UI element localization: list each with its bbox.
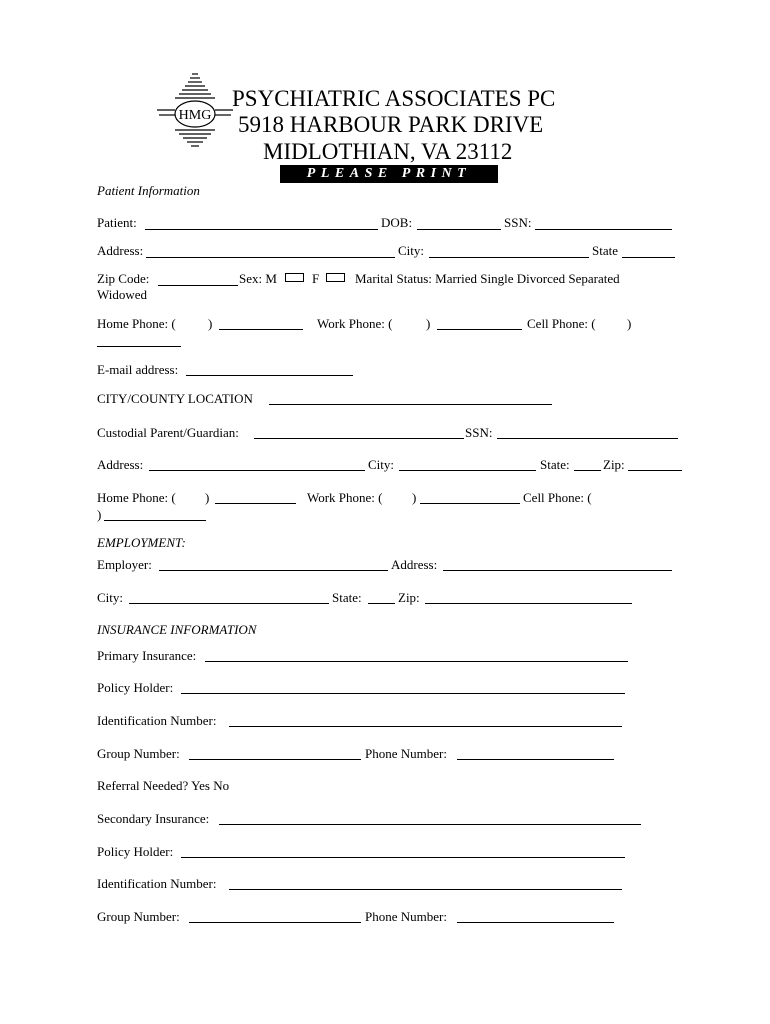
cell-phone-field[interactable]	[97, 346, 181, 347]
sex-f-label: F	[312, 271, 320, 286]
ssn-field[interactable]	[535, 229, 672, 230]
secondary-insurance-label: Secondary Insurance:	[97, 811, 210, 826]
work-phone-paren: )	[426, 316, 431, 331]
guardian-state-label: State:	[540, 457, 570, 472]
home-phone-label: Home Phone: (	[97, 316, 176, 331]
guardian-ssn-field[interactable]	[497, 438, 678, 439]
guardian-cell-phone-label: Cell Phone: (	[523, 490, 592, 505]
state-field[interactable]	[622, 257, 675, 258]
sex-f-checkbox[interactable]	[326, 273, 345, 282]
cell-phone-label: Cell Phone: (	[527, 316, 596, 331]
home-phone-field[interactable]	[219, 329, 303, 330]
widowed-label: Widowed	[97, 287, 148, 302]
email-field[interactable]	[186, 375, 353, 376]
hmg-logo	[155, 70, 235, 150]
primary-insurance-label: Primary Insurance:	[97, 648, 197, 663]
please-print-banner: PLEASE PRINT	[280, 165, 498, 183]
employer-state-field[interactable]	[368, 603, 395, 604]
email-label: E-mail address:	[97, 362, 179, 377]
guardian-ssn-label: SSN:	[465, 425, 493, 440]
employer-city-label: City:	[97, 590, 124, 605]
employer-address-field[interactable]	[443, 570, 672, 571]
city-label: City:	[398, 243, 425, 258]
phone-number-field[interactable]	[457, 759, 614, 760]
guardian-work-phone-paren: )	[412, 490, 417, 505]
org-city-state-zip: MIDLOTHIAN, VA 23112	[263, 139, 513, 164]
guardian-home-phone-label: Home Phone: (	[97, 490, 176, 505]
policy-holder-field[interactable]	[181, 693, 625, 694]
dob-label: DOB:	[381, 215, 413, 230]
phone-number-2-label: Phone Number:	[365, 909, 447, 924]
guardian-cell-phone-paren: )	[97, 507, 102, 522]
section-employment: EMPLOYMENT:	[97, 535, 186, 550]
identification-number-2-field[interactable]	[229, 889, 622, 890]
dob-field[interactable]	[417, 229, 501, 230]
zip-label: Zip Code:	[97, 271, 150, 286]
cell-phone-paren: )	[627, 316, 632, 331]
home-phone-paren: )	[208, 316, 213, 331]
employer-zip-field[interactable]	[425, 603, 632, 604]
city-county-location-label: CITY/COUNTY LOCATION	[97, 391, 253, 406]
work-phone-label: Work Phone: (	[317, 316, 393, 331]
section-insurance-information: INSURANCE INFORMATION	[97, 622, 257, 637]
employer-zip-label: Zip:	[398, 590, 420, 605]
guardian-home-phone-paren: )	[205, 490, 210, 505]
work-phone-field[interactable]	[437, 329, 522, 330]
referral-needed-label: Referral Needed? Yes No	[97, 778, 230, 793]
group-number-2-field[interactable]	[189, 922, 361, 923]
city-field[interactable]	[429, 257, 589, 258]
guardian-address-label: Address:	[97, 457, 144, 472]
address-field[interactable]	[146, 257, 395, 258]
phone-number-2-field[interactable]	[457, 922, 614, 923]
phone-number-label: Phone Number:	[365, 746, 447, 761]
guardian-address-field[interactable]	[149, 470, 365, 471]
guardian-zip-field[interactable]	[628, 470, 682, 471]
patient-name-field[interactable]	[145, 229, 378, 230]
group-number-label: Group Number:	[97, 746, 180, 761]
zip-field[interactable]	[158, 285, 238, 286]
guardian-zip-label: Zip:	[603, 457, 625, 472]
guardian-label: Custodial Parent/Guardian:	[97, 425, 239, 440]
policy-holder-label: Policy Holder:	[97, 680, 174, 695]
guardian-home-phone-field[interactable]	[215, 503, 296, 504]
employer-city-field[interactable]	[129, 603, 329, 604]
guardian-work-phone-label: Work Phone: (	[307, 490, 383, 505]
address-label: Address:	[97, 243, 144, 258]
sex-label: Sex: M	[239, 271, 277, 286]
guardian-state-field[interactable]	[574, 470, 601, 471]
policy-holder-2-label: Policy Holder:	[97, 844, 174, 859]
guardian-cell-phone-field[interactable]	[104, 520, 206, 521]
guardian-city-label: City:	[368, 457, 395, 472]
identification-number-field[interactable]	[229, 726, 622, 727]
city-county-location-field[interactable]	[269, 404, 552, 405]
secondary-insurance-field[interactable]	[219, 824, 641, 825]
policy-holder-2-field[interactable]	[181, 857, 625, 858]
ssn-label: SSN:	[504, 215, 532, 230]
guardian-field[interactable]	[254, 438, 464, 439]
patient-label: Patient:	[97, 215, 137, 230]
employer-address-label: Address:	[391, 557, 438, 572]
primary-insurance-field[interactable]	[205, 661, 628, 662]
guardian-city-field[interactable]	[399, 470, 536, 471]
group-number-field[interactable]	[189, 759, 361, 760]
identification-number-label: Identification Number:	[97, 713, 217, 728]
org-street: 5918 HARBOUR PARK DRIVE	[238, 112, 544, 137]
identification-number-2-label: Identification Number:	[97, 876, 217, 891]
employer-label: Employer:	[97, 557, 152, 572]
guardian-work-phone-field[interactable]	[420, 503, 520, 504]
org-name: PSYCHIATRIC ASSOCIATES PC	[232, 86, 556, 111]
marital-status-label: Marital Status: Married Single Divorced Separated	[355, 271, 620, 286]
state-label: State	[592, 243, 618, 258]
group-number-2-label: Group Number:	[97, 909, 180, 924]
sex-m-checkbox[interactable]	[285, 273, 304, 282]
section-patient-information: Patient Information	[97, 183, 200, 198]
employer-field[interactable]	[159, 570, 388, 571]
employer-state-label: State:	[332, 590, 362, 605]
logo-text: HMG	[178, 108, 212, 123]
